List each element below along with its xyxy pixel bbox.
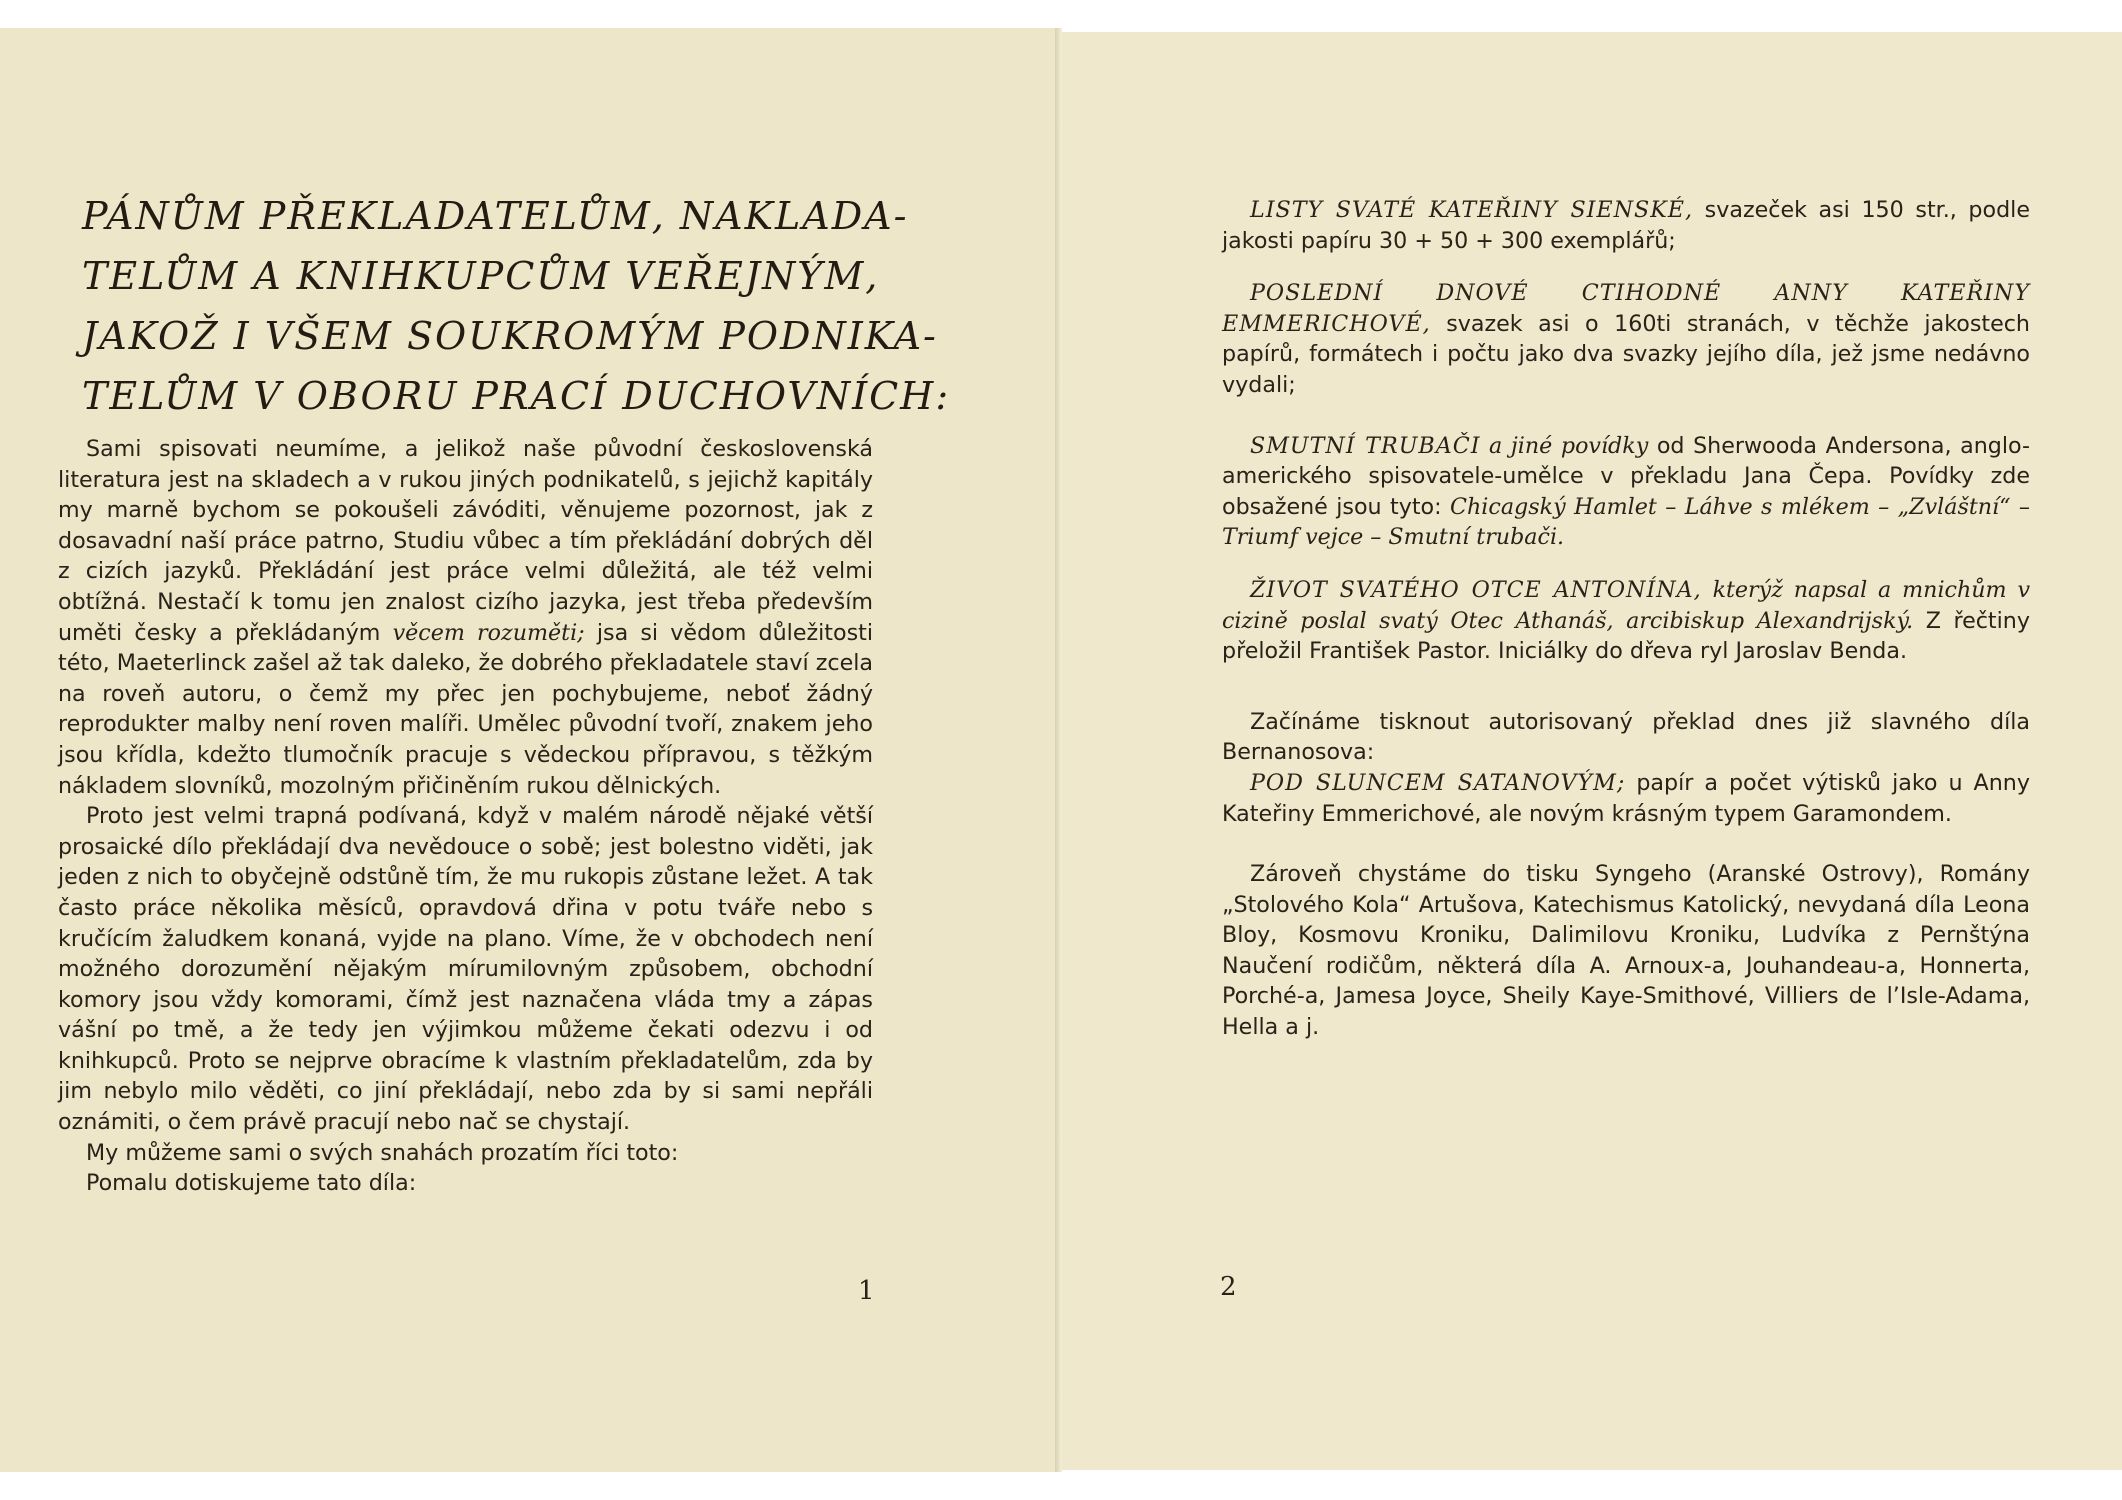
heading-line-3: JAKOŽ I VŠEM SOUKROMÝM PODNIKA- bbox=[82, 314, 938, 358]
page-number-left: 1 bbox=[858, 1276, 875, 1306]
book-gutter bbox=[1055, 28, 1062, 1472]
entry-smutni-trubaci bbox=[1222, 431, 2030, 553]
entry-bernanos-intro: Začínáme tisknout autorisovaný překlad dnes již slavného díla Bernanosova: bbox=[1222, 708, 2030, 766]
entry-zivot-antonina bbox=[1222, 575, 2030, 667]
entry-listy bbox=[1222, 195, 2030, 256]
entry-pod-sluncem bbox=[1222, 768, 2030, 829]
right-body-text bbox=[1222, 195, 2030, 1065]
paragraph-1-emphasis: věcem rozuměti; bbox=[392, 619, 585, 646]
right-page bbox=[1062, 32, 2122, 1470]
entry-zaroven: Zároveň chystáme do tisku Syngeho (Aranské Ostrovy), Romány „Stolového Kola“ Artušova, Katechismus Katolický, nevydaná díla Leona Bloy, Kosmovu Kroniku, Dalimilovu Kroniku, Ludvíka z Pernštýna Naučení rodičům, některá díla A. Arnoux-a, Jouhandeau-a, Honnerta, Porché-a, Jamesa Joyce, Sheily Kaye-Smithové, Villiers de l’Isle-Adama, Hella a j. bbox=[1222, 861, 2030, 1041]
left-heading bbox=[82, 186, 951, 426]
entry-posledni-dnove bbox=[1222, 278, 2030, 400]
entry-posledni-dnove-title: POSLEDNÍ DNOVÉ CTIHODNÉ ANNY KATEŘINY EMMERICHOVÉ, bbox=[1222, 280, 2030, 337]
entry-pod-sluncem-text: papír a počet výtisků jako u Anny Kateřiny Emmerichové, ale novým krásným typem Garamondem. bbox=[1222, 769, 2030, 827]
left-body-text bbox=[58, 434, 873, 1199]
entry-zivot-antonina-title: ŽIVOT SVATÉHO OTCE ANTONÍNA, bbox=[1250, 576, 1702, 603]
entry-zivot-antonina-text: Z řečtiny přeložil František Pastor. Iniciálky do dřeva ryl Jaroslav Benda. bbox=[1222, 607, 2030, 665]
entry-smutni-trubaci-list: Chicagský Hamlet – Láhve s mlékem – „Zvláštní“ – Triumf vejce – Smutní trubači. bbox=[1222, 493, 2030, 551]
left-page bbox=[0, 28, 1055, 1472]
entry-smutni-trubaci-title: SMUTNÍ TRUBAČI bbox=[1250, 432, 1481, 459]
heading-line-4: TELŮM V OBORU PRACÍ DUCHOVNÍCH: bbox=[82, 374, 951, 418]
paragraph-2: Proto jest velmi trapná podívaná, když v malém národě nějaké větší prosaické dílo překládají dva nevědouce o sobě; jest bolestno viděti, jak jeden z nich to obyčejně odstůně tím, že mu rukopis zůstane ležet. A tak často práce několika měsíců, opravdová dřina v potu tváře nebo s kručícím žaludkem konaná, vyjde na plano. Víme, že v obchodech není možného dorozumění nějakým mírumilovným způsobem, obchodní komory jsou vždy komorami, čímž jest naznačena vláda tmy a zápas vášní po tmě, a že tedy jen výjimkou můžeme čekati odezvu i od knihkupců. Proto se nejprve obracíme k vlastním překladatelům, zda by jim nebylo milo věděti, co jiní překládají, nebo zda by si sami nepřáli oznámiti, o čem právě pracují nebo nač se chystají. bbox=[58, 803, 873, 1136]
entry-pod-sluncem-title: POD SLUNCEM SATANOVÝM; bbox=[1250, 769, 1626, 796]
paragraph-1 bbox=[58, 434, 873, 801]
paragraph-3: My můžeme sami o svých snahách prozatím říci toto: bbox=[86, 1139, 679, 1166]
entry-zivot-antonina-subtitle: kterýž napsal a mnichům v cizině poslal svatý Otec Athanáš, arcibiskup Alexandrijský. bbox=[1222, 576, 2030, 634]
paragraph-4: Pomalu dotiskujeme tato díla: bbox=[86, 1170, 417, 1197]
entry-smutni-trubaci-text: od Sherwooda Andersona, anglo-amerického spisovatele-umělce v překladu Jana Čepa. Povídky zde obsažené jsou tyto: bbox=[1222, 432, 2031, 520]
page-number-right: 2 bbox=[1220, 1272, 1237, 1302]
heading-line-2: TELŮM A KNIHKUPCŮM VEŘEJNÝM, bbox=[82, 254, 880, 298]
paragraph-1-part-a: Sami spisovati neumíme, a jelikož naše původní československá literatura jest na skladech a v rukou jiných podnikatelů, s jejichž kapitály my marně bychom se pokoušeli závóditi, věnujeme pozornost, jak z dosavadní naší práce patrno, Studiu vůbec a tím překládání dobrých děl z cizích jazyků. Překládání jest práce velmi důležitá, ale též velmi obtížná. Nestačí k tomu jen znalost cizího jazyka, jest třeba především uměti česky a překládaným bbox=[58, 436, 873, 646]
entry-listy-title: LISTY SVATÉ KATEŘINY SIENSKÉ, bbox=[1250, 197, 1694, 223]
heading-line-1: PÁNŮM PŘEKLADATELŮM, NAKLADA- bbox=[82, 194, 909, 238]
entry-smutni-trubaci-subtitle: a jiné povídky bbox=[1480, 432, 1649, 459]
entry-posledni-dnove-text: svazek asi o 160ti stranách, v těchže jakostech papírů, formátech i počtu jako dva svazky jejího díla, jež jsme nedávno vydali; bbox=[1222, 310, 2030, 398]
paragraph-1-part-b: jsa si vědom důležitosti této, Maeterlinck zašel až tak daleko, že dobrého překladatele staví zcela na roveň autoru, o čemž my přec jen pochybujeme, neboť žádný reprodukter malby není roven malíři. Umělec původní tvoří, znakem jeho jsou křídla, kdežto tlumočník pracuje s vědeckou přípravou, s těžkým nákladem slovníků, mozolným přičiněním rukou dělnických. bbox=[58, 619, 873, 799]
entry-listy-text: svazeček asi 150 str., podle jakosti papíru 30 + 50 + 300 exemplářů; bbox=[1222, 197, 2030, 254]
